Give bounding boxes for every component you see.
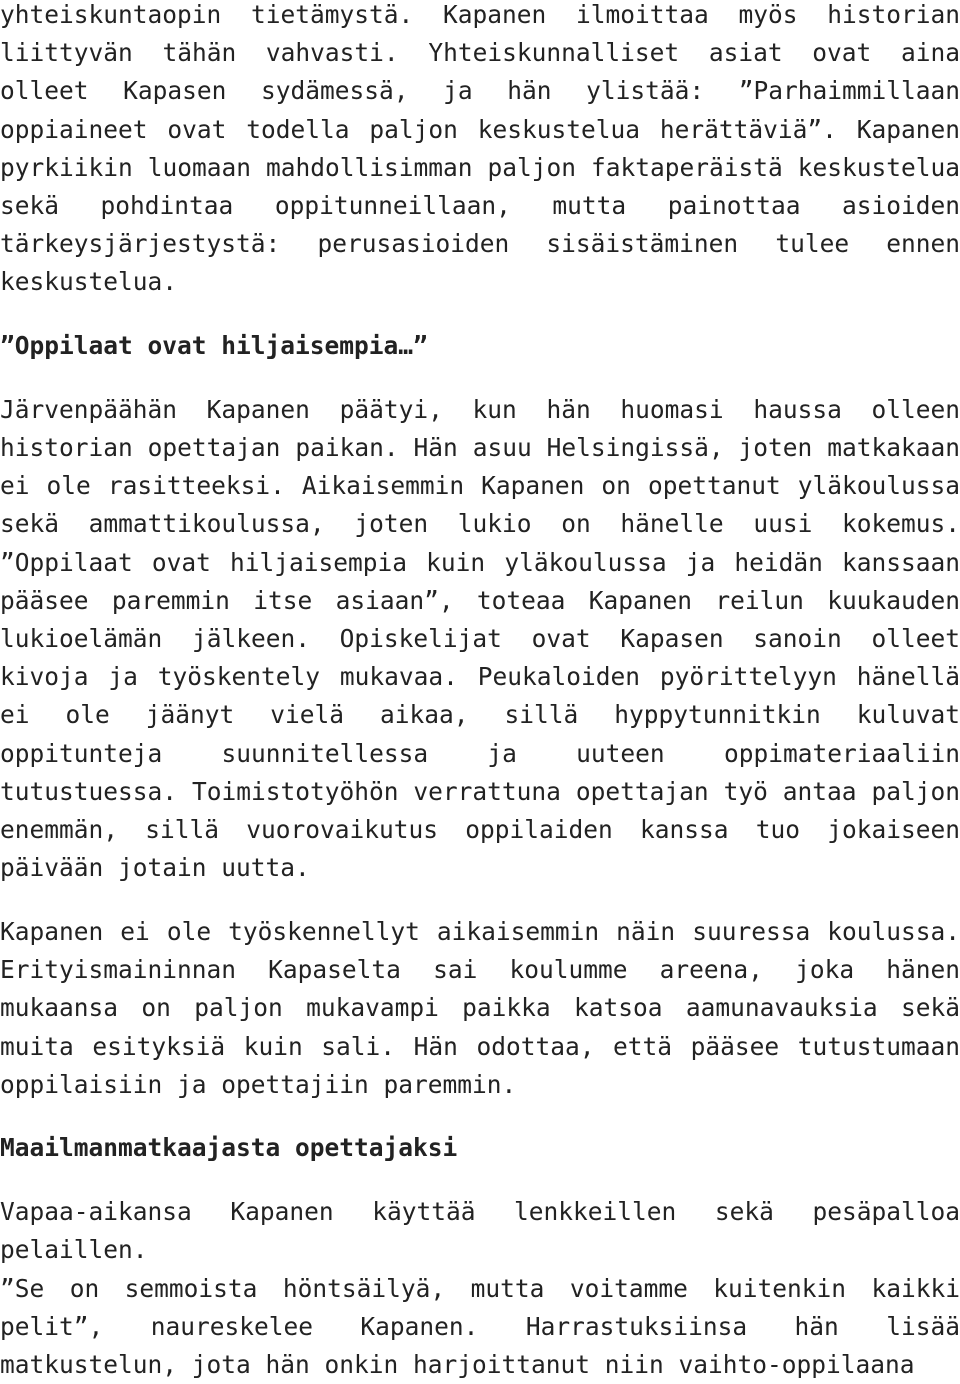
paragraph-large-school: Kapanen ei ole työskennellyt aikaisemmin näin suuressa koulussa. Erityismaininnan Kapaselta sai koulumme areena, joka hänen mukaansa on paljon mukavampi paikka katsoa aamunavauksia sekä muita esityksiä kuin sali. Hän odottaa, että pääsee tutustumaan oppilaisiin ja opettajiin paremmin. xyxy=(0,916,960,1099)
paragraph-free-time: Vapaa-aikansa Kapanen käyttää lenkkeillen sekä pesäpalloa pelaillen. xyxy=(0,1197,960,1265)
paragraph-hobbies-travel: ”Se on semmoista höntsäilyä, mutta voitamme kuitenkin kaikki pelit”, naureskelee Kapanen. Harrastuksiinsa hän lisää matkustelun, jota hän onkin harjoittanut niin vaihto-oppilaana xyxy=(0,1273,960,1379)
section-heading-traveller-to-teacher: Maailmanmatkaajasta opettajaksi xyxy=(0,1133,458,1163)
section-heading-students-quieter: ”Oppilaat ovat hiljaisempia…” xyxy=(0,331,428,361)
paragraph-civics-history: yhteiskuntaopin tietämystä. Kapanen ilmoittaa myös historian liittyvän tähän vahvasti. Yhteiskunnalliset asiat ovat aina olleet Kapasen sydämessä, ja hän ylistää: ”Parhaimmillaan oppiaineet ovat todella paljon keskustelua herättäviä”. Kapanen pyrkiikin luomaan mahdollisimman paljon faktaperäistä keskustelua sekä pohdintaa oppitunneillaan, mutta painottaa asioiden tärkeysjärjestystä: perusasioiden sisäistäminen tulee ennen keskustelua. xyxy=(0,0,960,297)
paragraph-arrival-jarvenpaa: Järvenpäähän Kapanen päätyi, kun hän huomasi haussa olleen historian opettajan paikan. Hän asuu Helsingissä, joten matkakaan ei ole rasitteeksi. Aikaisemmin Kapanen on opettanut yläkoulussa sekä ammattikoulussa, joten lukio on hänelle uusi kokemus. ”Oppilaat ovat hiljaisempia kuin yläkoulussa ja heidän kanssaan pääsee paremmin itse asiaan”, toteaa Kapanen reilun kuukauden lukioelämän jälkeen. Opiskelijat ovat Kapasen sanoin olleet kivoja ja työskentely mukavaa. Peukaloiden pyörittelyyn hänellä ei ole jäänyt vielä aikaa, sillä hyppytunnitkin kuluvat oppitunteja suunnitellessa ja uuteen oppimateriaaliin tutustuessa. Toimistotyöhön verrattuna opettajan työ antaa paljon enemmän, sillä vuorovaikutus oppilaiden kanssa tuo jokaiseen päivään jotain uutta. xyxy=(0,394,960,883)
